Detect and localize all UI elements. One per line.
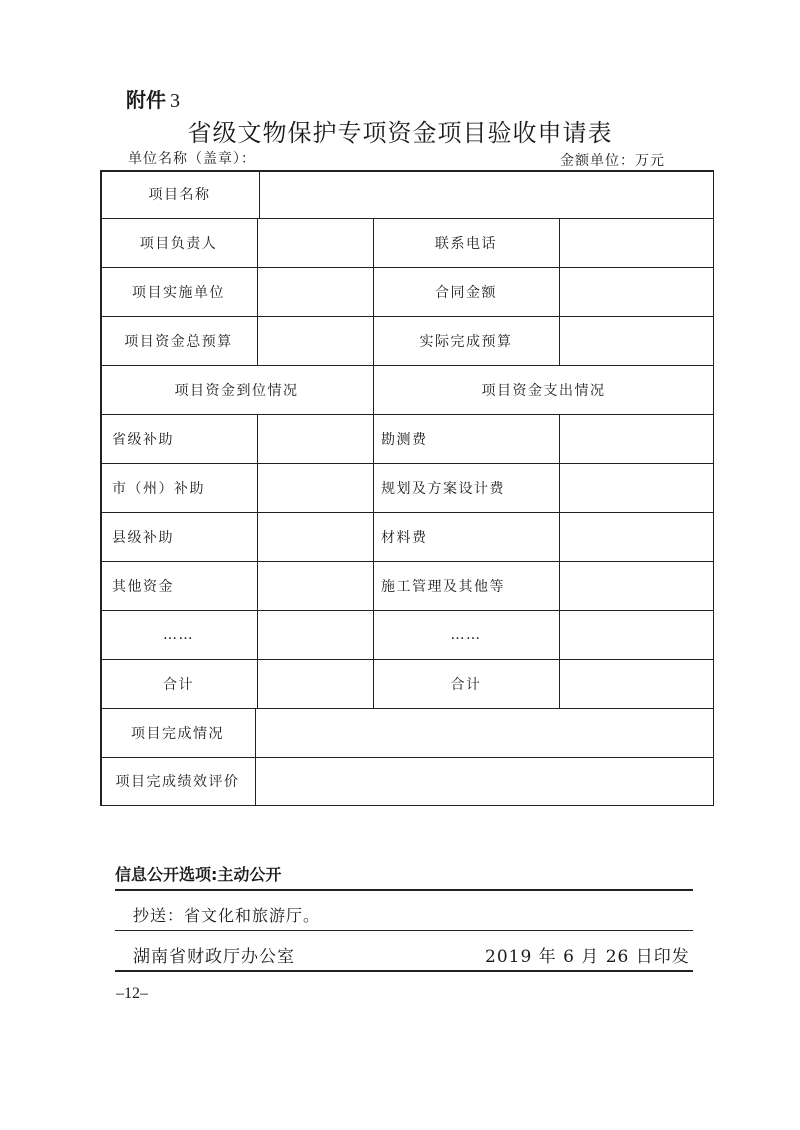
planning-design-fee-label: 规划及方案设计费	[381, 480, 505, 497]
divider-thin	[115, 930, 693, 931]
issuer: 湖南省财政厅办公室	[133, 947, 295, 967]
col-divider	[559, 414, 560, 708]
contract-amount-label: 合同金额	[435, 284, 497, 301]
other-funds-label: 其他资金	[112, 578, 174, 595]
performance-eval-label: 项目完成绩效评价	[115, 774, 240, 790]
divider-thick	[115, 970, 693, 972]
construction-mgmt-label: 施工管理及其他等	[381, 578, 505, 595]
amount-unit-label: 金额单位：万元	[560, 153, 665, 169]
application-form-table	[100, 170, 714, 806]
col-divider	[257, 414, 258, 708]
project-leader-label: 项目负责人	[139, 235, 218, 252]
survey-fee-label: 勘测费	[381, 431, 428, 448]
table-border-right	[713, 170, 715, 806]
cc-line: 抄送：省文化和旅游厅。	[133, 906, 321, 925]
attachment-number: 3	[170, 90, 180, 112]
city-subsidy-label: 市（州）补助	[112, 480, 205, 497]
ellipsis-left: ……	[163, 626, 194, 643]
county-subsidy-label: 县级补助	[112, 529, 174, 546]
funds-spent-header: 项目资金支出情况	[481, 382, 606, 399]
divider-thick	[115, 889, 693, 891]
col-divider	[257, 218, 258, 365]
col-divider	[259, 170, 260, 219]
completion-status-label: 项目完成情况	[131, 725, 224, 742]
col-divider	[559, 218, 560, 365]
material-fee-label: 材料费	[381, 529, 428, 546]
ellipsis-right: ……	[450, 626, 482, 643]
project-name-label: 项目名称	[148, 187, 211, 203]
col-divider	[255, 708, 256, 806]
total-right-label: 合计	[450, 676, 482, 693]
impl-unit-label: 项目实施单位	[132, 284, 225, 301]
attachment-text: 附件	[126, 88, 166, 112]
total-budget-label: 项目资金总预算	[124, 333, 233, 350]
total-left-label: 合计	[163, 676, 194, 693]
actual-budget-label: 实际完成预算	[419, 333, 513, 350]
provincial-subsidy-label: 省级补助	[112, 431, 174, 448]
contact-phone-label: 联系电话	[435, 235, 497, 252]
page-number: –12–	[116, 985, 148, 1002]
unit-name-label: 单位名称（盖章）：	[128, 151, 256, 167]
issue-date: 2019 年 6 月 26 日印发	[485, 947, 690, 967]
disclosure-option: 信息公开选项:主动公开	[115, 865, 282, 884]
document-title: 省级文物保护专项资金项目验收申请表	[187, 119, 613, 147]
attachment-label	[126, 84, 180, 113]
funds-received-header: 项目资金到位情况	[174, 382, 299, 399]
